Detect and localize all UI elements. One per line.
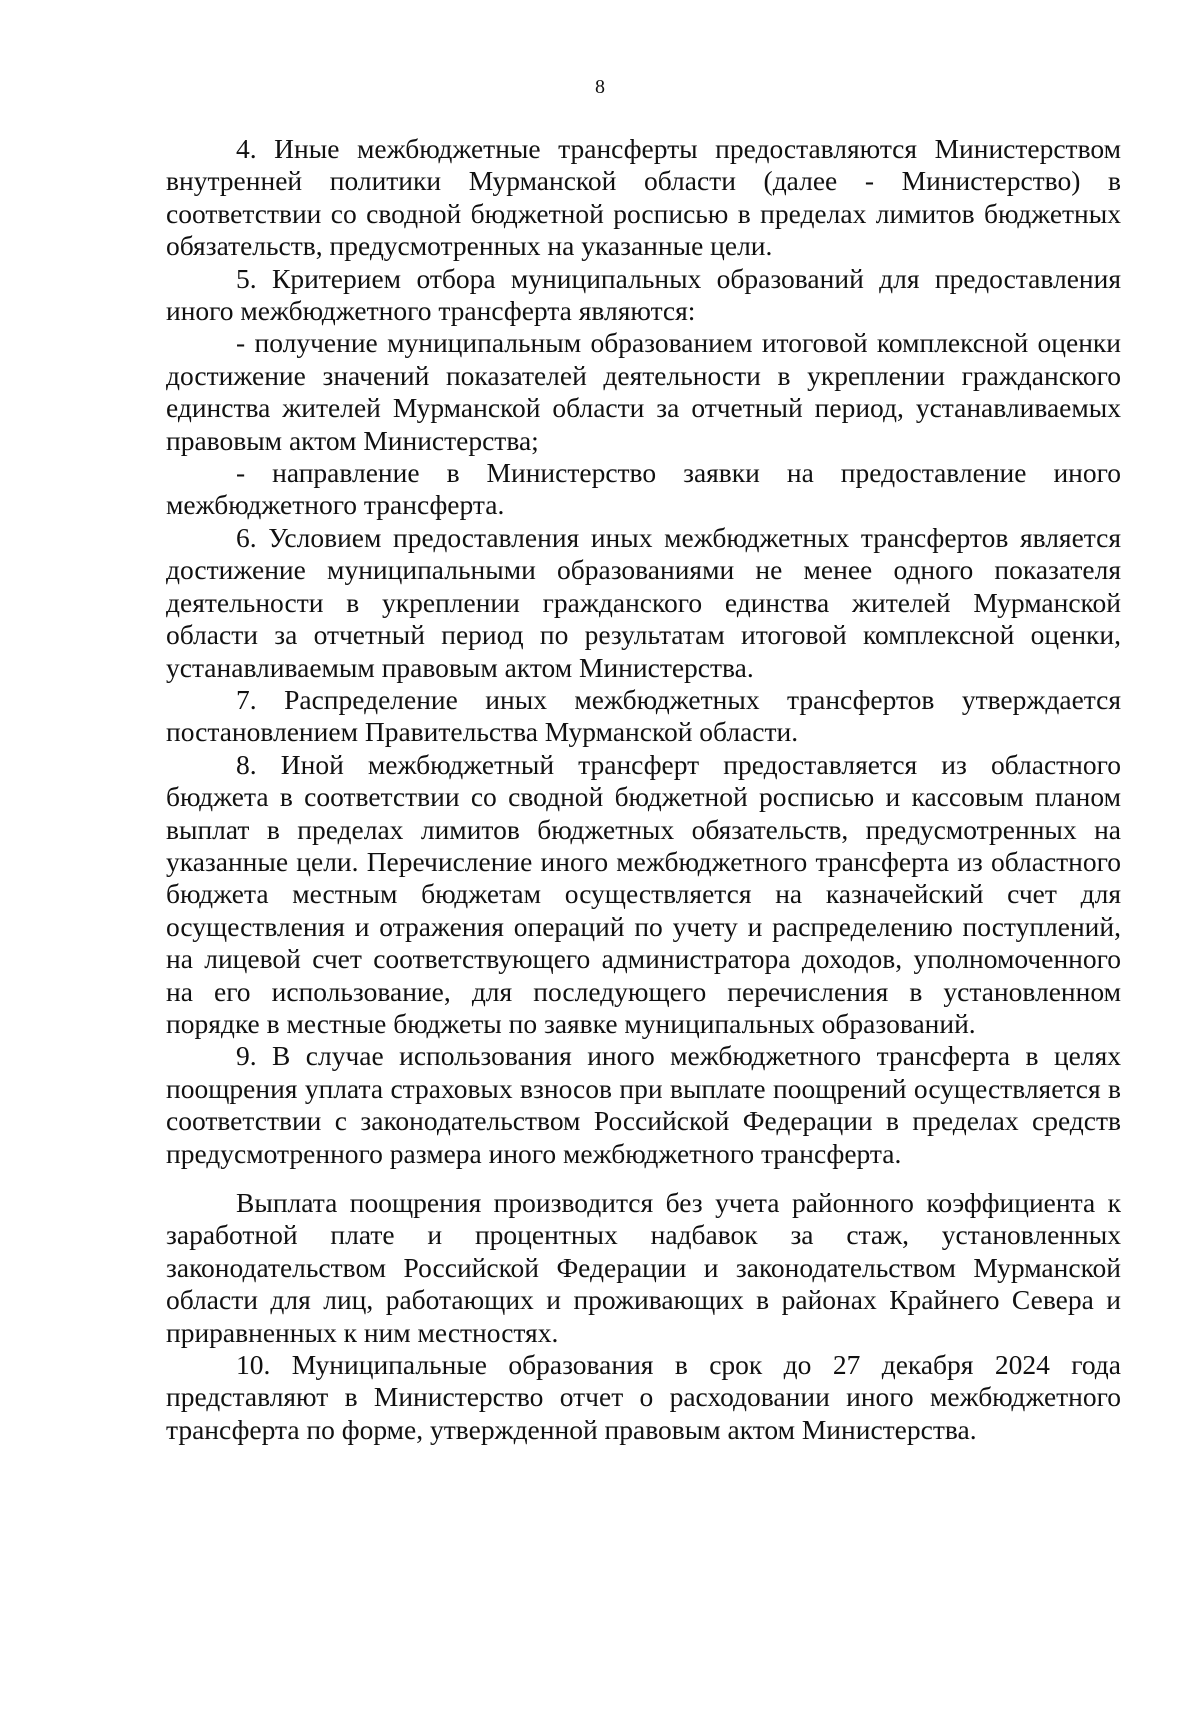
paragraph-9: 9. В случае использования иного межбюджетного трансферта в целях поощрения уплата страховых взносов при выплате поощрений осуществляется в соответствии с законодательством Российской Федерации в пределах средств предусмотренного размера иного межбюджетного трансферта. — [166, 1040, 1121, 1169]
paragraph-6: 6. Условием предоставления иных межбюджетных трансфертов является достижение муниципальными образованиями не менее одного показателя деятельности в укреплении гражданского единства жителей Мурманской области за отчетный период по результатам итоговой комплексной оценки, устанавливаемым правовым актом Министерства. — [166, 521, 1121, 683]
paragraph-4: 4. Иные межбюджетные трансферты предоставляются Министерством внутренней политики Мурманской области (далее - Министерство) в соответствии со сводной бюджетной росписью в пределах лимитов бюджетных обязательств, предусмотренных на указанные цели. — [166, 133, 1121, 262]
paragraph-9-bonus-payment: Выплата поощрения производится без учета районного коэффициента к заработной плате и процентных надбавок за стаж, установленных законодательством Российской Федерации и законодательством Мурманской области для лиц, работающих и проживающих в районах Крайнего Севера и приравненных к ним местностях. — [166, 1187, 1121, 1348]
paragraph-5: 5. Критерием отбора муниципальных образований для предоставления иного межбюджетного трансферта являются: — [166, 262, 1121, 327]
document-body — [166, 133, 1121, 1446]
paragraph-8: 8. Иной межбюджетный трансферт предоставляется из областного бюджета в соответствии со сводной бюджетной росписью и кассовым планом выплат в пределах лимитов бюджетных обязательств, предусмотренных на указанные цели. Перечисление иного межбюджетного трансферта из областного бюджета местным бюджетам осуществляется на казначейский счет для осуществления и отражения операций по учету и распределению поступлений, на лицевой счет соответствующего администратора доходов, уполномоченного на его использование, для последующего перечисления в установленном порядке в местные бюджеты по заявке муниципальных образований. — [166, 748, 1121, 1039]
paragraph-7: 7. Распределение иных межбюджетных трансфертов утверждается постановлением Правительства Мурманской области. — [166, 683, 1121, 748]
page-number: 8 — [595, 76, 605, 98]
paragraph-5-criterion-2: - направление в Министерство заявки на предоставление иного межбюджетного трансферта. — [166, 457, 1121, 521]
paragraph-10: 10. Муниципальные образования в срок до 27 декабря 2024 года представляют в Министерство отчет о расходовании иного межбюджетного трансферта по форме, утвержденной правовым актом Министерства. — [166, 1349, 1121, 1445]
paragraph-5-criterion-1: - получение муниципальным образованием итоговой комплексной оценки достижение значений показателей деятельности в укреплении гражданского единства жителей Мурманской области за отчетный период, устанавливаемых правовым актом Министерства; — [166, 327, 1121, 456]
